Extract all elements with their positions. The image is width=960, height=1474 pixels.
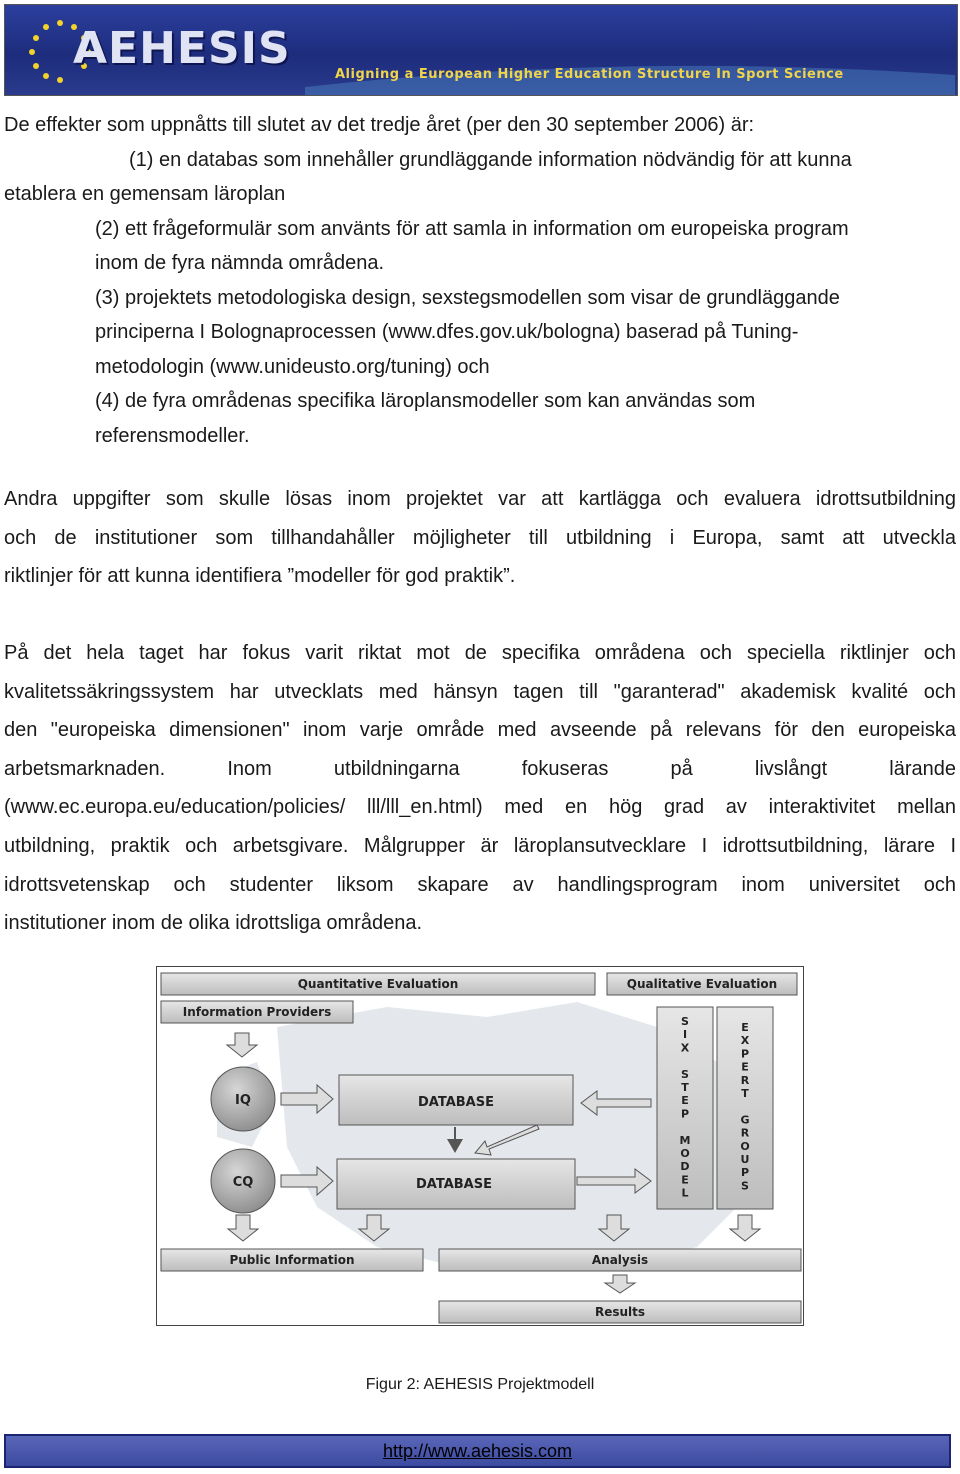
item-2a: (2) ett frågeformulär som använts för att samla in information om europeiska program xyxy=(95,217,849,240)
analysis-label: Analysis xyxy=(591,1253,649,1267)
six-step-letter: X xyxy=(680,1041,690,1055)
para3-line: den "europeiska dimensionen" inom varje område med avseende på relevans för den europeiska xyxy=(4,719,956,742)
six-step-letter: L xyxy=(681,1186,689,1200)
iq-label: IQ xyxy=(235,1093,251,1108)
expert-groups-letter: R xyxy=(740,1126,750,1140)
project-model-diagram xyxy=(157,967,803,1325)
six-step-letter: E xyxy=(681,1173,689,1187)
para3-line: arbetsmarknaden. Inom utbildningarna fokuseras på livslångt lärande xyxy=(4,757,956,780)
six-step-letter: T xyxy=(681,1081,689,1094)
para3-line: kvalitetssäkringssystem har utvecklats med hänsyn tagen till "garanterad" akademisk kvalité och xyxy=(4,680,956,703)
para2-line: riktlinjer för att kunna identifiera ”modeller för god praktik”. xyxy=(4,565,516,588)
item-2b: inom de fyra nämnda områdena. xyxy=(95,252,385,274)
expert-groups-letter: S xyxy=(741,1179,749,1193)
figure-caption: Figur 2: AEHESIS Projektmodell xyxy=(365,1376,595,1393)
results-label: Results xyxy=(594,1305,646,1319)
expert-groups-letter: E xyxy=(741,1021,749,1034)
item-3c: metodologin (www.unideusto.org/tuning) och xyxy=(95,355,490,378)
six-step-letter: I xyxy=(682,1028,688,1042)
item-3a: (3) projektets metodologiska design, sexstegsmodellen som visar de grundläggande xyxy=(95,286,840,309)
expert-groups-letter: P xyxy=(740,1166,750,1180)
qualitative-label: Qualitative Evaluation xyxy=(626,977,778,991)
six-step-letter: O xyxy=(680,1147,690,1160)
project-model-figure xyxy=(156,966,804,1326)
item-1b: etablera en gemensam läroplan xyxy=(4,183,286,205)
paragraph-focus xyxy=(4,634,956,943)
footer-url-link[interactable]: http://www.aehesis.com xyxy=(382,1441,573,1461)
expert-groups-letter: T xyxy=(741,1087,749,1100)
database-label-1: DATABASE xyxy=(418,1095,494,1110)
header-banner xyxy=(4,4,958,96)
expert-groups-letter: O xyxy=(740,1139,750,1153)
tagline: Aligning a European Higher Education Structure In Sport Science xyxy=(335,67,844,82)
down-arrow-icon xyxy=(605,1275,635,1293)
item-4a: (4) de fyra områdenas specifika läroplansmodeller som kan användas som xyxy=(95,390,756,412)
para3-line: På det hela taget har fokus varit riktat mot de specifika områdena och speciella riktlinjer och xyxy=(4,642,956,664)
six-step-letter: E xyxy=(681,1094,689,1108)
down-arrow-icon xyxy=(730,1215,760,1241)
intro-section xyxy=(4,108,956,453)
six-step-letter: M xyxy=(679,1133,691,1147)
para3-line: (www.ec.europa.eu/education/policies/ lll/lll_en.html) med en hög grad av interaktivitet mellan xyxy=(4,796,956,819)
expert-groups-letter: P xyxy=(740,1047,750,1061)
para2-line: och de institutioner som tillhandahåller möjligheter till utbildning i Europa, samt att utveckla xyxy=(4,526,956,549)
info-providers-label: Information Providers xyxy=(182,1005,332,1019)
database-label-2: DATABASE xyxy=(416,1177,492,1192)
six-step-letter: S xyxy=(681,1015,689,1028)
down-arrow-icon xyxy=(228,1215,258,1241)
logo-text: AEHESIS xyxy=(73,23,291,74)
cq-label: CQ xyxy=(232,1175,254,1190)
item-4b: referensmodeller. xyxy=(95,424,250,447)
expert-groups-letter: X xyxy=(740,1034,750,1048)
six-step-letter: S xyxy=(681,1067,689,1081)
expert-groups-letter: E xyxy=(741,1060,749,1074)
para3-line: institutioner inom de olika idrottsliga områdena. xyxy=(4,912,422,935)
six-step-model-letters xyxy=(680,1015,691,1200)
public-info-label: Public Information xyxy=(229,1253,355,1267)
expert-groups-letter: R xyxy=(740,1073,750,1087)
expert-groups-letter: U xyxy=(740,1153,750,1166)
quantitative-label: Quantitative Evaluation xyxy=(297,977,459,991)
para2-line: Andra uppgifter som skulle lösas inom projektet var att kartlägga och evaluera idrottsutbildning xyxy=(4,488,956,510)
six-step-letter: P xyxy=(680,1107,690,1121)
item-1a: (1) en databas som innehåller grundläggande information nödvändig för att kunna xyxy=(129,148,852,171)
expert-groups-letter: G xyxy=(740,1113,750,1127)
para3-line: utbildning, praktik och arbetsgivare. Målgrupper är läroplansutvecklare I idrottsutbildning, lärare I xyxy=(4,834,956,857)
footer-bar xyxy=(4,1434,951,1468)
paragraph-tasks xyxy=(4,480,956,596)
six-step-letter: D xyxy=(680,1160,690,1174)
item-3b: principerna I Bolognaprocessen (www.dfes.gov.uk/bologna) baserad på Tuning- xyxy=(95,321,799,343)
para3-line: idrottsvetenskap och studenter liksom skapare av handlingsprogram inom universitet och xyxy=(4,873,956,896)
intro-lead: De effekter som uppnåtts till slutet av det tredje året (per den 30 september 2006) är: xyxy=(4,114,755,136)
down-arrow-icon xyxy=(227,1033,257,1057)
